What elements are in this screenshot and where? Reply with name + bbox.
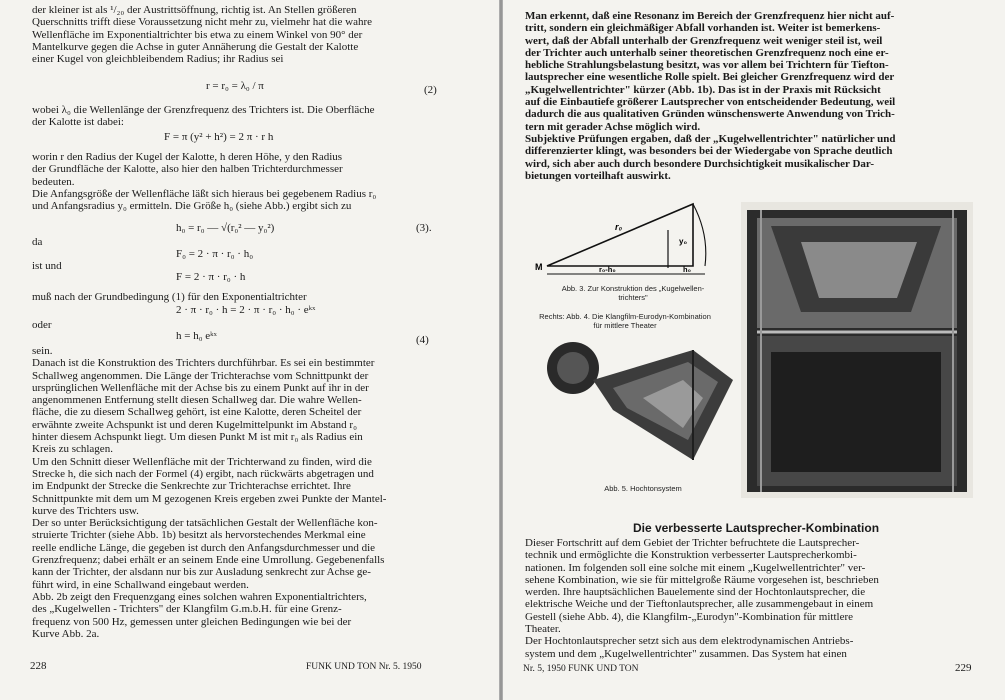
text-line: der Grundfläche der Kalotte, also hier den halben Trichterdurchmesser [32,163,343,176]
text-line: Die Anfangsgröße der Wellenfläche läßt sich hieraus bei gegebenem Radius r₀ [32,187,377,200]
text-line: differenzierter klingt, was besonders bei der Wiedergabe von Sprache deutlich [525,145,893,158]
text-line: angenommenen Entfernung stellt diesen Schallweg dar. Die wahre Wellen- [32,394,362,407]
text-line: Subjektive Prüfungen ergaben, daß der „Kugelwellentrichter" natürlicher und [525,132,896,145]
left-text-block-c [32,151,480,212]
text-line: Gestell (siehe Abb. 4), die Klangfilm-„Eurodyn"-Kombination für mittlere [525,610,853,623]
label-r0: r₀ [615,222,623,232]
text-line: Dieser Fortschritt auf dem Gebiet der Trichter befruchtete die Lautsprecher- [525,537,860,549]
text-line: Grenzfrequenz; dabei erhält er an seinem Ende eine Umrollung. Gegebenenfalls [32,554,385,567]
caption-abb3 [533,284,733,302]
text-line: führt wird, in eine Schallwand eingebaut werden. [32,578,249,591]
section-heading: Die verbesserte Lautsprecher-Kombination [632,521,880,535]
right-text-block-b [525,521,987,660]
caption-abb4 [513,312,737,330]
text-line: Schnittpunkte mit dem um M gezogenen Kreis ergeben zwei Punkte der Mantel- [32,492,387,505]
text-line: Man erkennt, daß eine Resonanz im Bereich der Grenzfrequenz hier nicht auf- [525,10,895,22]
text-line: sein. [32,345,53,357]
text-line: reelle endliche Länge, die gegeben ist durch den Anfangsdurchmesser und die [32,541,376,554]
text-line: frequenz von 500 Hz, gemessen unter gleichen Bedingungen wie bei der [32,615,352,628]
diagram-arc [693,204,706,266]
text-line: elektrische Weiche und der Tieftonlautsprecher, alle zusammengebaut in einem [525,598,874,611]
label-m: M [535,262,543,272]
left-text-block-d [32,345,480,640]
page-number-right: 229 [955,662,972,674]
text-line: Kreis zu schlagen. [32,443,113,456]
text-line: kurve des Trichters usw. [32,504,139,517]
text-line: des „Kugelwellen - Trichters" der Klangfilm G.m.b.H. für eine Grenz- [32,603,342,616]
right-page [503,0,1005,700]
text-line: nationen. Im folgenden soll eine solche mit einem „Kugelwellentrichter" ver- [525,561,866,574]
formula-expo: 2 · π · r₀ · h = 2 · π · r₀ · h₀ · eᵏˣ [176,304,316,316]
text-line: technik und ermöglichte die Konstruktion verbesserter Lautsprecherkombi- [525,549,857,562]
text-line: wird, sich aber auch durch besondere Durchsichtigkeit musikalischer Dar- [525,157,875,170]
label-y0: y₀ [679,237,688,246]
formula-3: h₀ = r₀ — √(r₀² — y₀²) [176,222,275,234]
text-line: Abb. 2b zeigt den Frequenzgang eines solchen wahren Exponentialtrichters, [32,590,367,603]
formula-f0: F₀ = 2 · π · r₀ · h₀ [176,248,254,260]
formula-3-number: (3). [416,222,432,234]
left-text-block-a [32,4,480,65]
formula-4-number: (4) [416,334,429,346]
right-text-block-a [525,10,987,182]
text-line: Der so unter Berücksichtigung der tatsächlichen Gestalt der Wellenfläche kon- [32,517,378,530]
caption-abb4-line: für mittlere Theater [593,321,657,330]
formula-2: r = r₀ = λ₀ / π [206,80,264,92]
text-line: Schallweg angenommen. Die Länge der Trichterachse vom Schnittpunkt der [32,369,369,382]
word-oder: oder [32,319,52,331]
text-line: ursprünglichen Wellenfläche mit der Achse bis zu einem Punkt auf ihr in der [32,381,369,394]
text-line: struierte Trichter (siehe Abb. 1b) besitzt als hervorstechendes Merkmal eine [32,529,366,542]
text-line: „Kugelwellentrichter" kürzer (Abb. 1b). Das ist in der Praxis mit Rücksicht [525,83,881,96]
text-line: im Endpunkt der Strecke die Senkrechte zur Trichterachse errichtet. Ihre [32,480,351,493]
text-line: Der Hochtonlautsprecher setzt sich aus dem elektrodynamischen Antriebs- [525,635,854,648]
text-line: Strecke h, die sich nach der Formel (4) ergibt, nach rückwärts abgetragen und [32,467,374,480]
label-h0: h₀ [683,265,691,274]
text-line: tern mit gerader Achse möglich wird. [525,120,701,133]
label-r0h0: r₀-h₀ [599,265,616,274]
formula-surface: F = π (y² + h²) = 2 π · r h [164,131,274,143]
text-line: werden. Ihre hauptsächlichen Bauelemente sind der Hochtonlautsprecher, die [525,586,866,599]
formula-4: h = h₀ eᵏˣ [176,330,217,342]
caption-abb4-line: Rechts: Abb. 4. Die Klangfilm-Eurodyn-Kombination [539,312,711,321]
word-ist-und: ist und [32,260,62,272]
text-line: hebliche Strahlungsbelastung besitzt, was vor allem bei Trichtern für Tiefton- [525,59,889,72]
text-line: Mantelkurve gegen die Achse in guter Annäherung die Gestalt der Kalotte [32,40,359,53]
text-line: bietungen vorteilhaft auswirkt. [525,169,671,182]
text-line: worin r den Radius der Kugel der Kalotte, h deren Höhe, y den Radius [32,151,343,163]
formula-f: F = 2 · π · r₀ · h [176,271,246,283]
text-line: Um den Schnitt dieser Wellenfläche mit der Trichterwand zu finden, wird die [32,455,372,468]
text-line: auf die Einbautiefe größerer Lautsprecher von entscheidender Bedeutung, weil [525,96,896,109]
text-line: und Anfangsradius y₀ ermitteln. Die Größe h₀ (siehe Abb.) ergibt sich zu [32,200,352,213]
text-line: Querschnitts trifft diese Voraussetzung nicht mehr zu, vielmehr hat die wahre [32,16,372,29]
caption-abb5: Abb. 5. Hochtonsystem [604,484,682,493]
text-line: Theater. [525,623,561,636]
text-line: hinter diesem Achspunkt liegt. Um diesen Punkt M ist mit r₀ als Radius ein [32,431,363,444]
text-line: Danach ist die Konstruktion des Trichters durchführbar. Es sei ein bestimmter [32,357,375,370]
text-line: system und dem „Kugelwellentrichter" zusammen. Das System hat einen [525,647,847,660]
text-line: kann der Trichter, der alsdann nur bis zur Ausladung senkrecht zur Achse ge- [32,566,371,579]
construction-diagram [533,194,723,280]
text-line: fläche, die zu diesem Schallweg gehört, ist eine Kalotte, deren Scheitel der [32,406,362,419]
text-line: tritt, sondern ein gleichmäßiger Abfall vorhanden ist. Weiter ist bemerkens- [525,22,881,35]
text-line: Kurve Abb. 2a. [32,627,100,640]
left-text-block-b [32,104,480,129]
left-page [0,0,499,700]
text-line: Wellenfläche im Exponentialtrichter bis etwa zu einem Winkel von 90° der [32,28,363,41]
formula-2-number: (2) [424,84,437,96]
text-line: einer Kugel von gleichbleibendem Radius; ihr Radius sei [32,53,284,66]
word-da: da [32,236,43,248]
text-line: der Trichter auch unterhalb seiner theoretischen Grenzfrequenz noch eine er- [525,46,889,59]
text-line: bedeuten. [32,175,75,188]
text-line: sehene Kombination, wie sie für mittelgroße Räume vorgesehen ist, beschrieben [525,573,879,586]
text-line: der Kalotte ist dabei: [32,116,124,129]
diagram-triangle [547,204,693,266]
speaker-cabinet-photo [741,202,973,498]
running-footer-right: Nr. 5, 1950 FUNK UND TON [523,664,639,674]
text-line: wobei λ₀ die Wellenlänge der Grenzfrequenz des Trichters ist. Die Oberfläche [32,104,375,116]
text-line: erwähnte zweite Achspunkt ist und deren Kugelmittelpunkt im Abstand r₀ [32,418,357,431]
tweeter-photo [543,340,743,480]
caption-abb3-line: Abb. 3. Zur Konstruktion des „Kugelwellen- [561,284,705,293]
text-line: wert, daß der Abfall unterhalb der Grenzfrequenz weit weniger steil ist, weil [525,34,883,47]
running-footer-left: FUNK UND TON Nr. 5. 1950 [306,662,422,672]
page-number-left: 228 [30,660,47,672]
caption-abb3-line: trichters" [618,293,648,302]
text-line: muß nach der Grundbedingung (1) für den Exponentialtrichter [32,291,307,303]
text-line: dadurch die aus qualitativen Gründen wünschenswerte Anwendung von Trich- [525,108,895,121]
text-line: lautsprecher eine wesentliche Rolle spielt. Bei gleicher Grenzfrequenz wird der [525,71,895,84]
text-line: der kleiner ist als ¹/₂₀ der Austrittsöffnung, richtig ist. An Stellen größeren [32,4,357,16]
